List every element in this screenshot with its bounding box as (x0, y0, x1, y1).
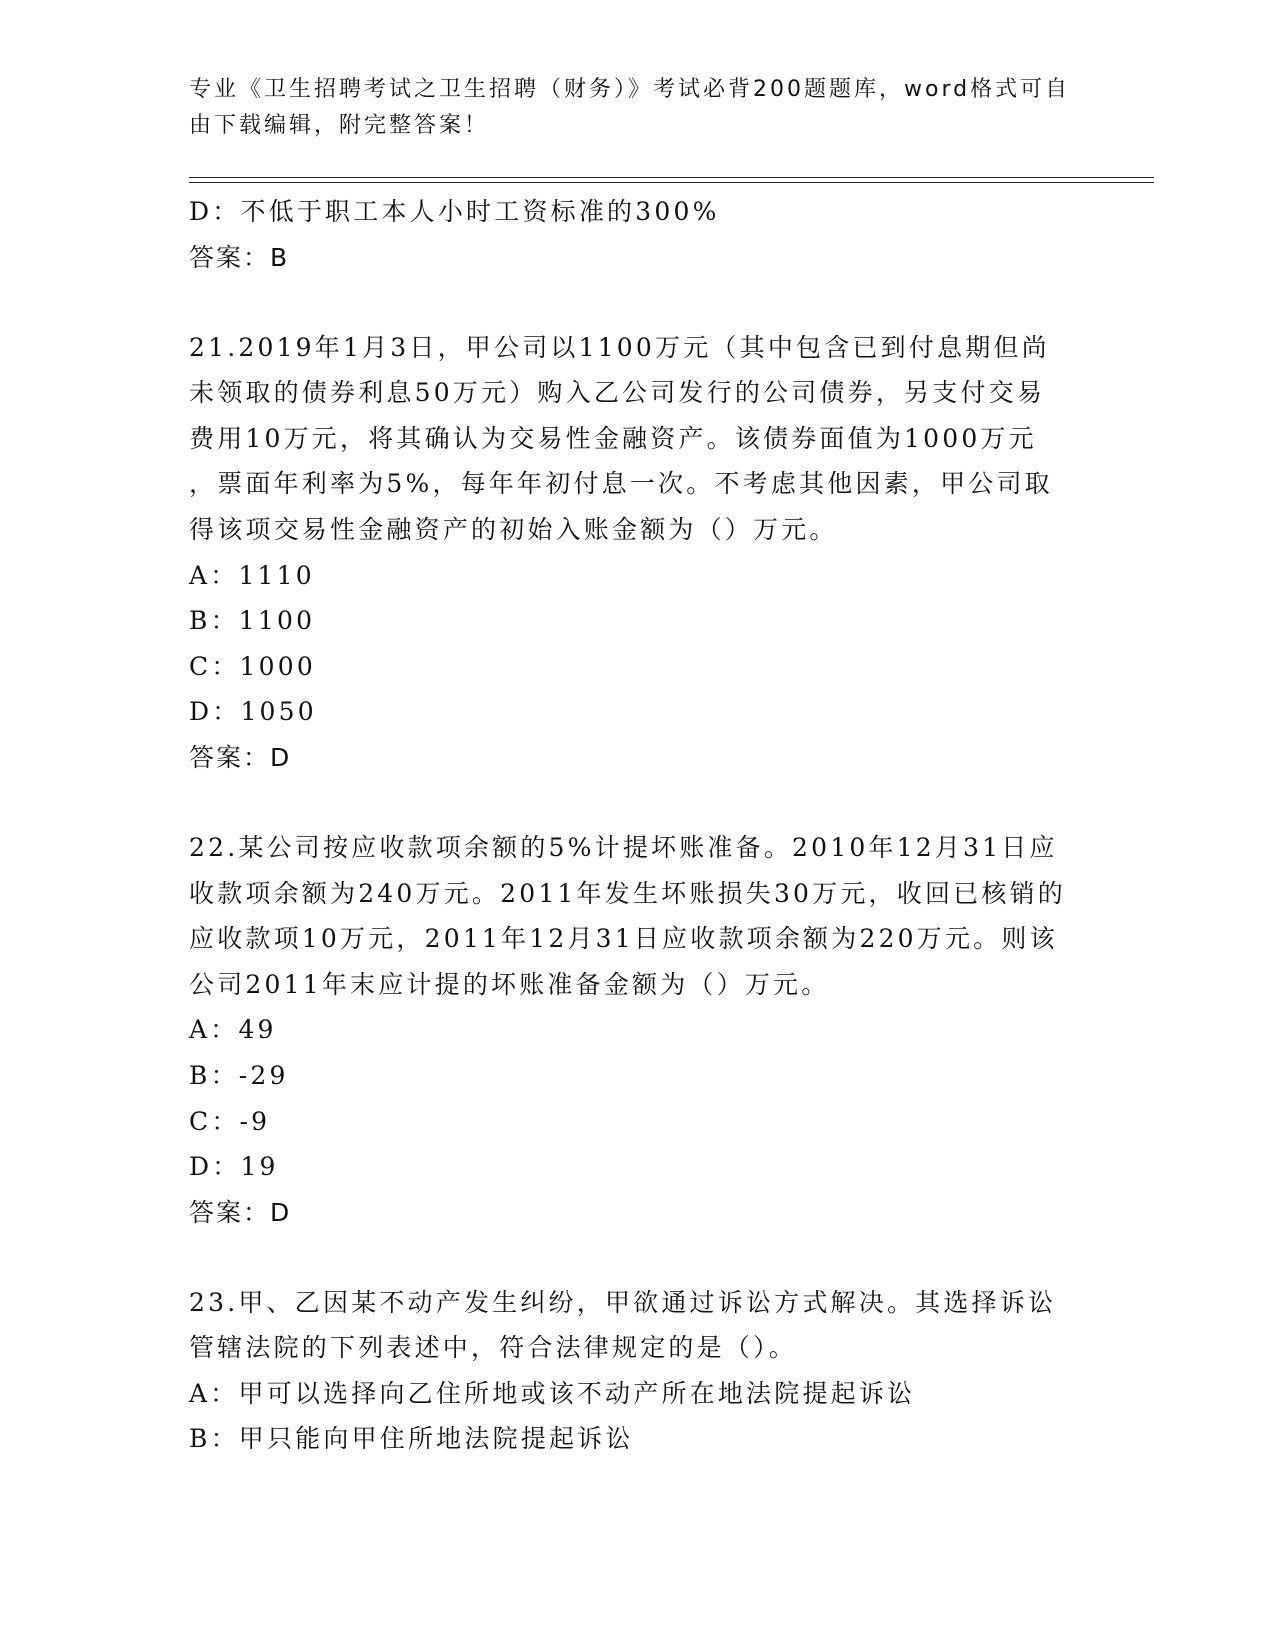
question-22 (189, 825, 1089, 1236)
option-a: A：1110 (189, 560, 315, 590)
option-b: B：1100 (189, 606, 316, 636)
header-divider-top (189, 177, 1154, 178)
option-b: B：甲只能向甲住所地法院提起诉讼 (189, 1424, 634, 1454)
question-23 (189, 1280, 1089, 1462)
option-d: D：1050 (189, 697, 317, 727)
answer: 答案：B (189, 242, 290, 272)
header-divider-bottom (189, 182, 1154, 183)
question-text-line: 23.甲、乙因某不动产发生纠纷，甲欲通过诉讼方式解决。其选择诉讼 (189, 1287, 1057, 1317)
option-d: D：19 (189, 1152, 279, 1182)
prev-question (189, 189, 1089, 281)
question-text-line: 21.2019年1月3日，甲公司以1100万元（其中包含已到付息期但尚 (189, 332, 1050, 362)
header-line-1: 专业《卫生招聘考试之卫生招聘（财务）》考试必背200题题库，word格式可自 (189, 77, 1071, 102)
question-21 (189, 325, 1089, 781)
question-text-line: 得该项交易性金融资产的初始入账金额为（）万元。 (189, 514, 838, 544)
header-line-2: 由下载编辑，附完整答案！ (189, 113, 490, 138)
question-text-line: 22.某公司按应收款项余额的5%计提坏账准备。2010年12月31日应 (189, 832, 1058, 862)
document-body (189, 189, 1089, 1462)
question-text-line: 未领取的债券利息50万元）购入乙公司发行的公司债券，另支付交易 (189, 378, 1046, 408)
option-c: C：-9 (189, 1106, 271, 1136)
question-text-line: 管辖法院的下列表述中，符合法律规定的是（）。 (189, 1333, 797, 1363)
document-header (189, 72, 1069, 144)
question-text-line: 费用10万元，将其确认为交易性金融资产。该债券面值为1000万元 (189, 423, 1037, 453)
question-text-line: 应收款项10万元，2011年12月31日应收款项余额为220万元。则该 (189, 924, 1058, 954)
answer: 答案：D (189, 1197, 292, 1227)
question-text-line: ，票面年利率为5%，每年年初付息一次。不考虑其他因素，甲公司取 (189, 469, 1053, 499)
option-d: D：不低于职工本人小时工资标准的300% (189, 197, 720, 226)
option-b: B：-29 (189, 1060, 289, 1090)
option-a: A：甲可以选择向乙住所地或该不动产所在地法院提起诉讼 (189, 1378, 916, 1408)
question-text-line: 公司2011年末应计提的坏账准备金额为（）万元。 (189, 969, 830, 999)
answer: 答案：D (189, 742, 292, 772)
option-a: A：49 (189, 1015, 277, 1045)
option-c: C：1000 (189, 651, 316, 681)
question-text-line: 收款项余额为240万元。2011年发生坏账损失30万元，收回已核销的 (189, 878, 1066, 908)
